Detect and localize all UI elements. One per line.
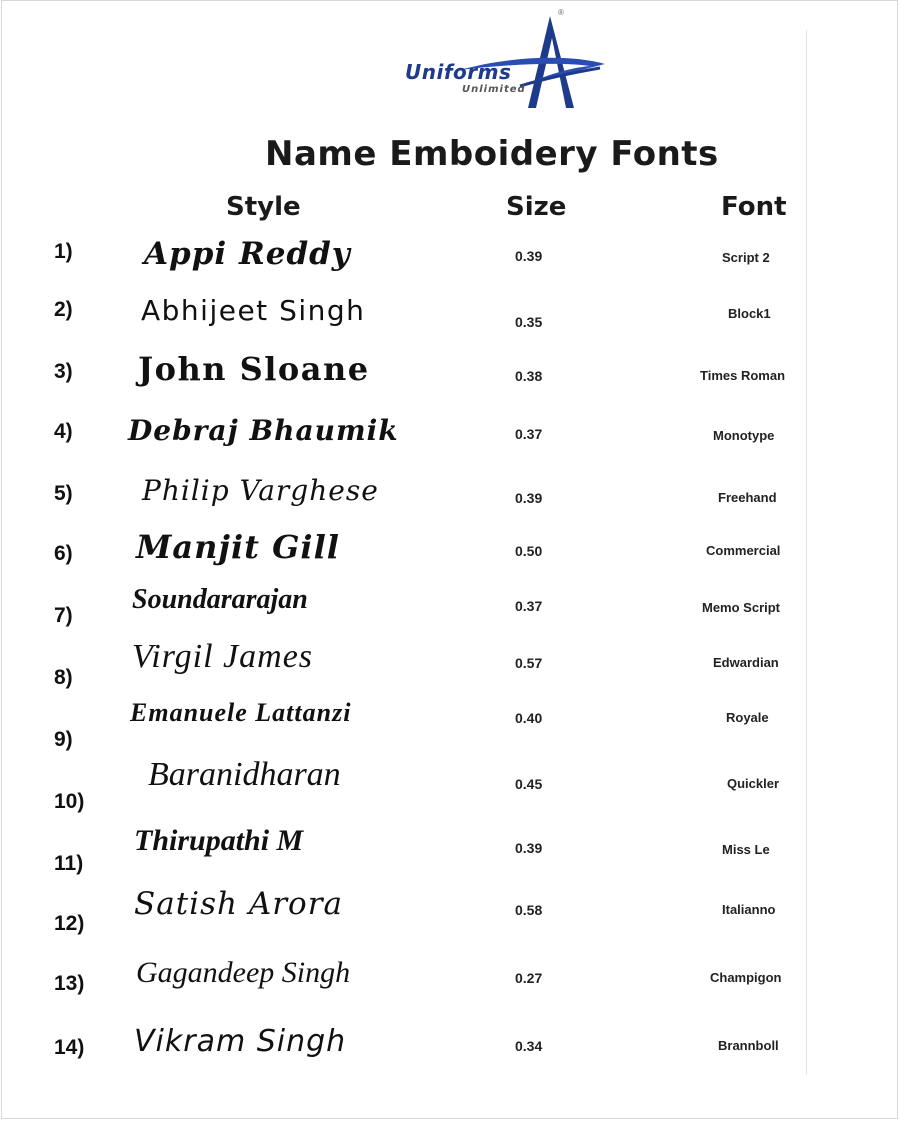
page-title: Name Emboidery Fonts (265, 134, 719, 174)
logo-brand-text: Uniforms (405, 60, 512, 84)
name-sample: Debraj Bhaumik (128, 414, 399, 447)
font-row-14 (0, 1018, 900, 1078)
name-sample: Emanuele Lattanzi (130, 698, 352, 727)
name-sample: Baranidharan (148, 756, 341, 793)
row-number: 13) (54, 972, 85, 995)
font-name: Quickler (727, 776, 780, 791)
name-sample: Philip Varghese (142, 474, 379, 507)
registered-mark: ® (558, 8, 564, 17)
font-name: Champigon (710, 970, 782, 985)
row-number: 14) (54, 1036, 85, 1059)
font-row-13 (0, 950, 900, 1010)
size-value: 0.57 (515, 655, 543, 671)
row-number: 5) (54, 482, 73, 505)
font-row-3 (0, 350, 900, 410)
row-number: 9) (54, 728, 73, 751)
row-number: 11) (54, 852, 84, 875)
name-sample: Soundararajan (132, 584, 308, 615)
row-number: 6) (54, 542, 73, 565)
name-sample: Vikram Singh (134, 1024, 347, 1059)
font-name: Times Roman (700, 368, 786, 383)
size-value: 0.35 (515, 314, 543, 330)
font-row-4 (0, 412, 900, 472)
logo-tagline-text: Unlimited (462, 84, 526, 95)
font-row-11 (0, 818, 900, 878)
font-name: Memo Script (702, 600, 781, 615)
font-name: Freehand (718, 490, 777, 505)
name-sample: Manjit Gill (136, 528, 340, 566)
size-value: 0.37 (515, 598, 543, 614)
row-number: 4) (54, 420, 73, 443)
font-row-1 (0, 236, 900, 296)
size-value: 0.38 (515, 368, 543, 384)
font-row-12 (0, 884, 900, 944)
size-value: 0.45 (515, 776, 543, 792)
font-row-7 (0, 584, 900, 644)
size-value: 0.39 (515, 840, 543, 856)
name-sample: Thirupathi M (134, 824, 304, 857)
row-number: 12) (54, 912, 85, 935)
row-number: 2) (54, 298, 73, 321)
size-value: 0.39 (515, 490, 543, 506)
column-header-style: Style (226, 192, 301, 222)
font-name: Miss Le (722, 842, 770, 857)
font-name: Commercial (706, 543, 781, 558)
font-name: Royale (726, 710, 769, 725)
font-name: Edwardian (713, 655, 779, 670)
font-name: Italianno (722, 902, 776, 917)
row-number: 3) (54, 360, 73, 383)
font-row-8 (0, 638, 900, 698)
size-value: 0.40 (515, 710, 543, 726)
name-sample: Gagandeep Singh (136, 956, 351, 989)
row-number: 1) (54, 240, 73, 263)
font-row-9 (0, 696, 900, 756)
name-sample: Satish Arora (134, 886, 343, 922)
font-name: Block1 (728, 306, 771, 321)
size-value: 0.58 (515, 902, 543, 918)
column-header-font: Font (721, 192, 787, 222)
size-value: 0.27 (515, 970, 543, 986)
size-value: 0.39 (515, 248, 543, 264)
size-value: 0.34 (515, 1038, 543, 1054)
name-sample: Virgil James (132, 638, 314, 675)
font-row-6 (0, 528, 900, 588)
row-number: 10) (54, 790, 85, 813)
font-row-5 (0, 470, 900, 530)
row-number: 8) (54, 666, 73, 689)
font-name: Brannboll (718, 1038, 779, 1053)
font-row-10 (0, 752, 900, 812)
name-sample: Abhijeet Singh (141, 294, 366, 327)
name-sample: John Sloane (138, 350, 370, 388)
font-name: Script 2 (722, 250, 770, 265)
uniforms-unlimited-logo (400, 8, 610, 118)
column-header-size: Size (506, 192, 567, 222)
font-row-2 (0, 294, 900, 354)
size-value: 0.37 (515, 426, 543, 442)
size-value: 0.50 (515, 543, 543, 559)
row-number: 7) (54, 604, 73, 627)
name-sample: Appi Reddy (144, 236, 351, 272)
font-name: Monotype (713, 428, 775, 443)
